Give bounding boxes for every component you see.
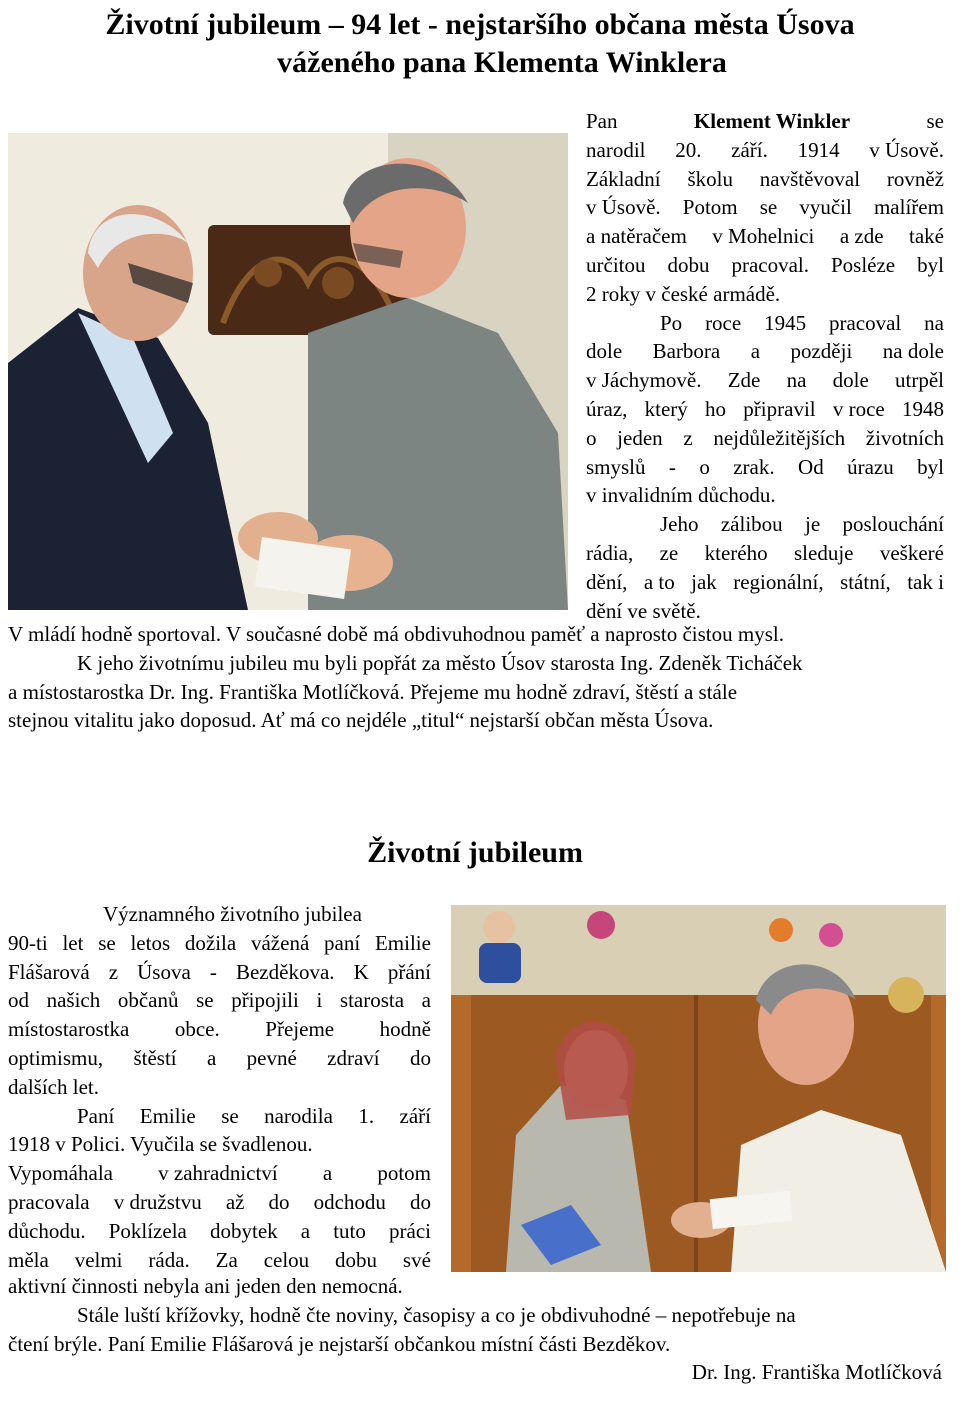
text-line xyxy=(8,986,431,1015)
word: sleduje xyxy=(794,540,854,565)
word: dění, xyxy=(586,569,628,594)
word: je xyxy=(805,512,821,537)
word: 1945 xyxy=(764,310,807,335)
word: Klement Winkler xyxy=(693,109,851,133)
text-line xyxy=(586,222,944,251)
text-line xyxy=(8,1044,431,1073)
word: do xyxy=(268,1189,290,1214)
word: 1914 xyxy=(797,137,840,162)
text-line xyxy=(586,165,944,194)
text-line xyxy=(8,1246,431,1275)
word: malířem xyxy=(873,195,944,220)
word: zálibou xyxy=(720,512,783,537)
word: v Úsově. xyxy=(586,195,661,220)
word: a zde xyxy=(839,224,884,249)
text-line: K jeho životnímu jubileu mu byli popřát za město Úsov starosta Ing. Zdeněk Ticháček xyxy=(77,650,803,675)
text-line xyxy=(586,395,944,424)
word: o xyxy=(586,425,597,450)
word: v Mohelnici xyxy=(712,224,815,249)
word: rádia, xyxy=(586,540,634,565)
word: školu xyxy=(687,166,733,191)
word: Poklízela xyxy=(108,1218,187,1243)
text-line xyxy=(586,280,944,309)
word: připravil xyxy=(743,396,816,421)
word: Jeho xyxy=(660,512,699,537)
word: paní xyxy=(324,930,361,955)
word: poslouchání xyxy=(842,512,944,537)
word: hodně xyxy=(379,1017,431,1042)
word: Potom xyxy=(682,195,738,220)
text-line xyxy=(586,107,944,136)
word: práci xyxy=(389,1218,431,1243)
word: potom xyxy=(377,1161,431,1186)
word: v zahradnictví xyxy=(158,1161,278,1186)
word: z xyxy=(108,959,119,984)
text-line xyxy=(586,193,944,222)
word: let xyxy=(62,930,84,955)
word: v Jáchymově. xyxy=(586,368,702,393)
word: a xyxy=(206,1045,217,1070)
word: ho xyxy=(705,396,727,421)
text-line xyxy=(8,1130,431,1159)
word: z xyxy=(683,425,693,450)
word: - xyxy=(668,454,676,479)
word: do xyxy=(410,1189,431,1214)
text-line xyxy=(8,1073,431,1102)
word: navštěvoval xyxy=(759,166,861,191)
word: v Úsově. xyxy=(869,137,944,162)
text-line xyxy=(8,1102,431,1131)
word: Barbora xyxy=(652,339,721,364)
word: září xyxy=(399,1103,431,1128)
text-line: Stále luští křížovky, hodně čte noviny, časopisy a co je obdivuhodné – nepotřebuje na xyxy=(77,1302,796,1327)
word: úraz, xyxy=(586,396,628,421)
word: na xyxy=(924,310,944,335)
text-line: stejnou vitalitu jako doposud. Ať má co nejdéle „titul“ nejstarší občan města Úsova. xyxy=(8,708,714,733)
article-2-full-text xyxy=(8,1272,952,1358)
word: K xyxy=(353,959,369,984)
text-line xyxy=(8,1015,431,1044)
word: Zde xyxy=(727,368,761,393)
word: se xyxy=(926,109,944,133)
word: v invalidním důchodu. xyxy=(586,483,776,508)
word: také xyxy=(909,224,944,249)
word: Emilie xyxy=(139,1103,196,1128)
word: Paní xyxy=(77,1103,115,1128)
text-line xyxy=(586,453,944,482)
word: a xyxy=(322,1161,333,1186)
word: narodil xyxy=(586,137,646,162)
word: později xyxy=(790,339,853,364)
word: i xyxy=(316,988,323,1013)
word: letos xyxy=(130,930,171,955)
word: nejdůležitějších xyxy=(713,425,846,450)
word: 1. xyxy=(358,1103,375,1128)
photo-winkler-handshake xyxy=(8,133,568,610)
article-1-side-text xyxy=(586,107,944,625)
word: velmi xyxy=(74,1247,123,1272)
word: životních xyxy=(865,425,944,450)
text-line: V mládí hodně sportoval. V současné době má obdivuhodnou paměť a naprosto čistou mysl. xyxy=(8,622,784,646)
word: zdraví xyxy=(327,1045,380,1070)
text-line xyxy=(586,251,944,280)
text-line xyxy=(8,1188,431,1217)
word: dobu xyxy=(667,252,710,277)
word: na dole xyxy=(882,339,944,364)
word: roce xyxy=(705,310,742,335)
word: vážená xyxy=(250,930,310,955)
text-line xyxy=(8,1217,431,1246)
text-line xyxy=(586,337,944,366)
article-2-title: Životní jubileum xyxy=(367,836,583,869)
article-1-title-line-2: váženého pana Klementa Winklera xyxy=(277,46,727,79)
text-line: aktivní činnosti nebyla ani jeden den nemocná. xyxy=(8,1274,403,1298)
word: kterého xyxy=(704,540,768,565)
word: štěstí xyxy=(133,1045,177,1070)
word: pracoval. xyxy=(731,252,809,277)
word: Bezděkova. xyxy=(235,959,335,984)
word: Emilie xyxy=(374,930,431,955)
word: na xyxy=(786,368,807,393)
word: místostarostka xyxy=(8,1017,130,1042)
word: 2 roky v české armádě. xyxy=(586,281,781,306)
word: se xyxy=(196,988,214,1013)
word: a xyxy=(750,339,761,364)
word: Pan xyxy=(586,109,618,133)
word: určitou xyxy=(586,252,646,277)
word: zrak. xyxy=(733,454,775,479)
word: který xyxy=(644,396,688,421)
word: Úsova xyxy=(137,959,191,984)
word: přání xyxy=(387,959,431,984)
word: obce. xyxy=(174,1017,220,1042)
word: rovněž xyxy=(886,166,944,191)
word: úrazu xyxy=(847,454,894,479)
word: ráda. xyxy=(148,1247,190,1272)
word: Základní xyxy=(586,166,661,191)
word: v roce xyxy=(832,396,885,421)
word: až xyxy=(225,1189,245,1214)
text-line xyxy=(8,929,431,958)
word: se xyxy=(759,195,778,220)
word: státní, xyxy=(840,569,891,594)
word: a to xyxy=(643,569,675,594)
word: celou xyxy=(263,1247,310,1272)
word: září. xyxy=(731,137,768,162)
word: měla xyxy=(8,1247,49,1272)
word: důchodu. xyxy=(8,1218,86,1243)
word: dole xyxy=(832,368,869,393)
word: dění ve světě. xyxy=(586,598,701,623)
word: připojili xyxy=(231,988,299,1013)
word: utrpěl xyxy=(895,368,944,393)
word: 20. xyxy=(675,137,702,162)
text-line xyxy=(8,1159,431,1188)
text-line xyxy=(586,481,944,510)
word: odchodu xyxy=(313,1189,386,1214)
word: jeden xyxy=(617,425,663,450)
text-line xyxy=(586,136,944,165)
word: a xyxy=(421,988,431,1013)
word: a natěračem xyxy=(586,224,687,249)
word: 1948 xyxy=(902,396,944,421)
text-line xyxy=(586,539,944,568)
photo-flasarova-greeting xyxy=(451,905,946,1272)
word: pracoval xyxy=(828,310,902,335)
word: Za xyxy=(215,1247,238,1272)
word: našich xyxy=(46,988,101,1013)
word: v družstvu xyxy=(113,1189,202,1214)
word: dobu xyxy=(335,1247,378,1272)
word: regionální, xyxy=(733,569,824,594)
word: Od xyxy=(798,454,824,479)
word: 1918 v Polici. Vyučila se švadlenou. xyxy=(8,1132,313,1157)
word: a xyxy=(300,1218,311,1243)
word: se xyxy=(98,930,116,955)
article-1-title-line-1: Životní jubileum – 94 let - nejstaršího občana města Úsova xyxy=(105,8,855,41)
word: 90-ti xyxy=(8,930,48,955)
text-line: čtení brýle. Paní Emilie Flášarová je nejstarší občankou místní části Bezděkov. xyxy=(8,1331,671,1356)
text-line xyxy=(586,366,944,395)
word: dalších let. xyxy=(8,1074,99,1099)
word: se xyxy=(221,1103,239,1128)
word: tuto xyxy=(333,1218,366,1243)
article-1-full-text xyxy=(8,620,952,735)
word: občanů xyxy=(117,988,179,1013)
word: starosta xyxy=(339,988,405,1013)
text-line xyxy=(586,568,944,597)
word: jak xyxy=(691,569,717,594)
word: Flášarová xyxy=(8,959,90,984)
word: své xyxy=(402,1247,431,1272)
word: ze xyxy=(659,540,679,565)
word: dobytek xyxy=(209,1218,278,1243)
word: narodila xyxy=(264,1103,333,1128)
word: Po xyxy=(660,310,683,335)
word: Posléze xyxy=(830,252,896,277)
word: pracovala xyxy=(8,1189,90,1214)
word: o xyxy=(699,454,710,479)
word: dole xyxy=(586,339,623,364)
word: do xyxy=(409,1045,431,1070)
word: Významného životního jubilea xyxy=(103,902,362,926)
text-line: a místostarostka Dr. Ing. Františka Motlíčková. Přejeme mu hodně zdraví, štěstí a stále xyxy=(8,679,738,704)
text-line xyxy=(586,424,944,453)
word: od xyxy=(8,988,29,1013)
text-line xyxy=(586,510,944,539)
word: smyslů xyxy=(586,454,646,479)
word: Vypomáhala xyxy=(8,1161,113,1186)
word: - xyxy=(209,959,217,984)
word: byl xyxy=(917,252,944,277)
author-signature: Dr. Ing. Františka Motlíčková xyxy=(691,1360,942,1384)
word: vyučil xyxy=(799,195,852,220)
word: tak i xyxy=(907,569,944,594)
word: veškeré xyxy=(879,540,944,565)
word: optimismu, xyxy=(8,1045,104,1070)
text-line xyxy=(8,900,431,929)
text-line xyxy=(8,958,431,987)
text-line xyxy=(586,309,944,338)
word: byl xyxy=(917,454,944,479)
word: pevné xyxy=(246,1045,297,1070)
article-2-side-text xyxy=(8,900,431,1274)
word: dožila xyxy=(184,930,237,955)
word: Přejeme xyxy=(265,1017,335,1042)
